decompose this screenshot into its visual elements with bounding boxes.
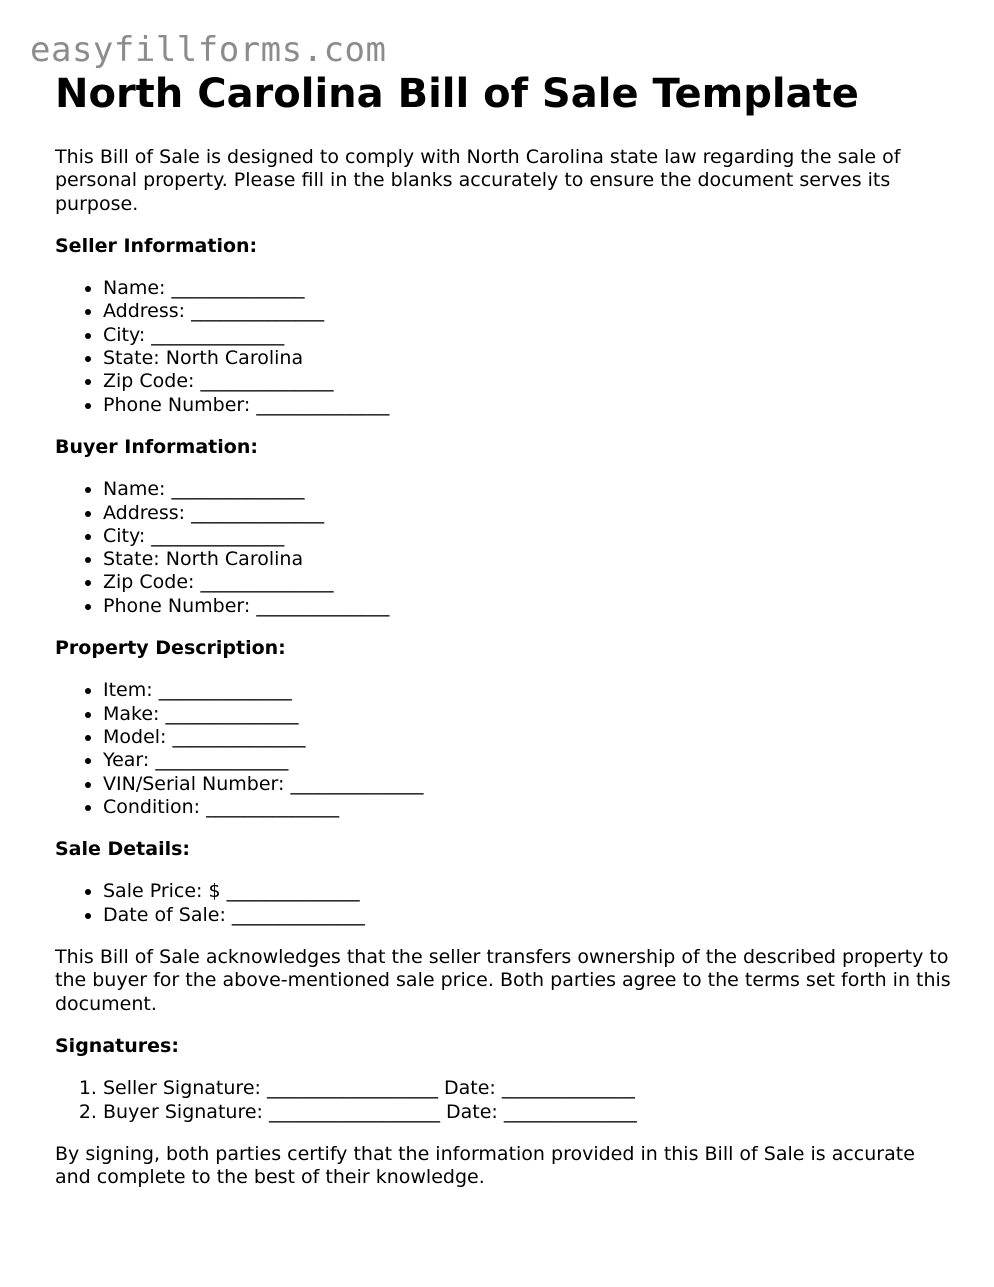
seller-address-item: • Address: ______________ <box>103 300 955 323</box>
buyer-address-item: • Address: ______________ <box>103 502 955 525</box>
sale-date-item: • Date of Sale: ______________ <box>103 904 955 927</box>
sale-list <box>55 880 955 927</box>
property-model-item: • Model: ______________ <box>103 726 955 749</box>
seller-zip-item: • Zip Code: ______________ <box>103 370 955 393</box>
certification-paragraph: By signing, both parties certify that the information provided in this Bill of Sale is accurate and complete to the best of their knowledge. <box>55 1142 915 1189</box>
buyer-signature-item: 2. Buyer Signature: __________________ Date: ______________ <box>103 1101 955 1124</box>
buyer-city-item: • City: ______________ <box>103 525 955 548</box>
buyer-zip-item: • Zip Code: ______________ <box>103 571 955 594</box>
buyer-list <box>55 478 955 618</box>
property-condition-item: • Condition: ______________ <box>103 796 955 819</box>
sale-heading: Sale Details: <box>55 838 191 861</box>
acknowledgment-paragraph: This Bill of Sale acknowledges that the seller transfers ownership of the described property to the buyer for the above-mentioned sale price. Both parties agree to the terms set forth in this document. <box>55 946 951 1015</box>
buyer-state-item: • State: North Carolina <box>103 548 955 571</box>
intro-paragraph: This Bill of Sale is designed to comply with North Carolina state law regarding the sale of personal property. Please fill in the blanks accurately to ensure the document serves its purpose. <box>55 146 901 215</box>
seller-list <box>55 277 955 417</box>
buyer-phone-item: • Phone Number: ______________ <box>103 595 955 618</box>
seller-signature-item: 1. Seller Signature: __________________ Date: ______________ <box>103 1077 955 1100</box>
property-heading: Property Description: <box>55 637 286 660</box>
property-list <box>55 679 955 819</box>
seller-phone-item: • Phone Number: ______________ <box>103 394 955 417</box>
page-title: North Carolina Bill of Sale Template <box>55 71 859 117</box>
signatures-heading: Signatures: <box>55 1034 179 1057</box>
buyer-heading: Buyer Information: <box>55 435 258 458</box>
watermark: easyfillforms.com <box>30 30 387 70</box>
buyer-name-item: • Name: ______________ <box>103 478 955 501</box>
property-year-item: • Year: ______________ <box>103 749 955 772</box>
sale-price-item: • Sale Price: $ ______________ <box>103 880 955 903</box>
signatures-list <box>55 1077 955 1124</box>
property-vin-item: • VIN/Serial Number: ______________ <box>103 773 955 796</box>
property-item-item: • Item: ______________ <box>103 679 955 702</box>
seller-name-item: • Name: ______________ <box>103 277 955 300</box>
document <box>55 70 955 1189</box>
seller-city-item: • City: ______________ <box>103 324 955 347</box>
property-make-item: • Make: ______________ <box>103 703 955 726</box>
seller-state-item: • State: North Carolina <box>103 347 955 370</box>
seller-heading: Seller Information: <box>55 234 258 257</box>
